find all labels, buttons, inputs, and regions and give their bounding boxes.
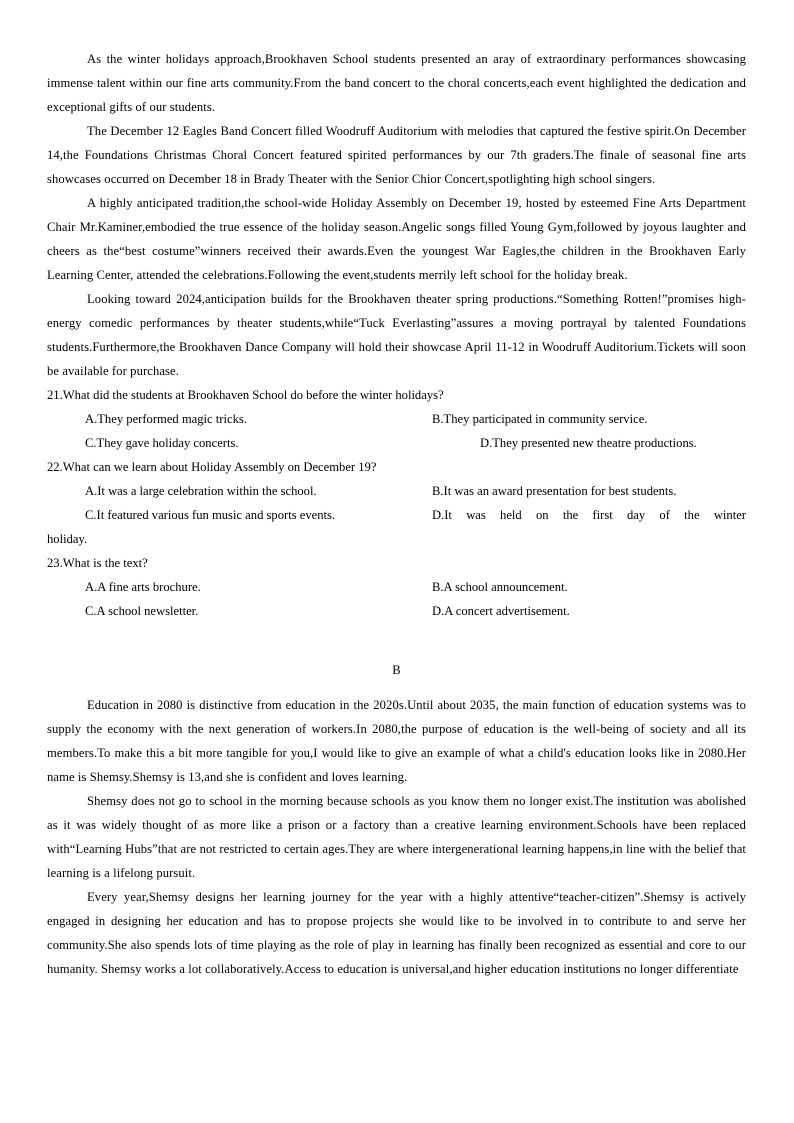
passage-a-paragraph-4: Looking toward 2024,anticipation builds for the Brookhaven theater spring productions.“Something Rotten!”promises high-energy comedic performances by theater students,while“Tuck Everlasting”assures a moving portrayal by talented Foundations students.Furthermore,the Brookhaven Dance Company will hold their showcase April 11-12 in Woodruff Auditorium.Tickets will soon be available for purchase. xyxy=(47,292,746,378)
section-b-paragraph-1: Education in 2080 is distinctive from education in the 2020s.Until about 2035, the main function of education systems was to supply the economy with the next generation of workers.In 2080,the purpose of education is the well-being of society and all its members.To make this a bit more tangible for you,I would like to give an example of what a child's education looks like in 2080.Her name is Shemsy.Shemsy is 13,and she is confident and loves learning. xyxy=(47,698,746,784)
question-23-options xyxy=(47,575,746,623)
section-b xyxy=(47,658,746,981)
section-b-label-gap xyxy=(47,682,746,693)
question-23-option-b[interactable]: B.A school announcement. xyxy=(432,580,568,594)
question-22-option-d[interactable] xyxy=(432,503,746,527)
section-b-paragraph-2: Shemsy does not go to school in the morning because schools as you know them no longer exist.The institution was abolished as it was widely thought of as more like a prison or a factory than a creative learning environment.Schools have been replaced with“Learning Hubs”that are not restricted to certain ages.They are where intergenerational learning happens,in line with the belief that learning is a lifelong pursuit. xyxy=(47,794,746,880)
question-21-option-a[interactable]: A.They performed magic tricks. xyxy=(85,412,247,426)
passage-a-paragraph-3: A highly anticipated tradition,the school-wide Holiday Assembly on December 19, hosted by esteemed Fine Arts Department Chair Mr.Kaminer,embodied the true essence of the holiday season.Angelic songs filled Young Gym,followed by joyous laughter and cheers as the“best costume”winners received their awards.Even the youngest War Eagles,the children in the Brookhaven Early Learning Center, attended the celebrations.Following the event,students merrily left school for the holiday break. xyxy=(47,196,746,282)
question-22 xyxy=(47,455,746,551)
option-row-cd xyxy=(47,503,746,527)
question-22-option-d-tail: holiday. xyxy=(47,532,88,546)
passage-a-paragraph-2: The December 12 Eagles Band Concert filled Woodruff Auditorium with melodies that captured the festive spirit.On December 14,the Foundations Christmas Choral Concert featured spirited performances by our 7th graders.The finale of seasonal fine arts showcases occurred on December 18 in Brady Theater with the Senior Chior Concert,spotlighting high school singers. xyxy=(47,124,746,186)
question-23-option-c[interactable]: C.A school newsletter. xyxy=(85,604,199,618)
option-row-ab xyxy=(47,479,746,503)
question-23-option-d[interactable]: D.A concert advertisement. xyxy=(432,604,570,618)
passage-a xyxy=(47,47,746,383)
question-23-option-a[interactable]: A.A fine arts brochure. xyxy=(85,580,201,594)
question-23-stem: 23.What is the text? xyxy=(47,556,148,570)
question-22-option-d-text: D.It was held on the first day of the winter xyxy=(432,508,746,522)
question-21 xyxy=(47,383,746,455)
section-b-label: B xyxy=(392,663,401,677)
question-21-option-b[interactable]: B.They participated in community service. xyxy=(432,412,648,426)
passage-a-paragraph-1: As the winter holidays approach,Brookhaven School students presented an aray of extraordinary performances showcasing immense talent within our fine arts community.From the band concert to the choral concerts,each event highlighted the dedication and exceptional gifts of our students. xyxy=(47,52,746,114)
question-22-option-c[interactable]: C.It featured various fun music and sports events. xyxy=(85,508,336,522)
question-22-option-a[interactable]: A.It was a large celebration within the school. xyxy=(85,484,317,498)
question-22-stem: 22.What can we learn about Holiday Assembly on December 19? xyxy=(47,460,377,474)
question-21-option-d[interactable]: D.They presented new theatre productions. xyxy=(480,436,697,450)
question-21-options xyxy=(47,407,746,455)
section-gap-half xyxy=(47,647,746,658)
option-row-ab xyxy=(47,575,746,599)
question-21-stem: 21.What did the students at Brookhaven School do before the winter holidays? xyxy=(47,388,444,402)
question-21-option-c[interactable]: C.They gave holiday concerts. xyxy=(85,436,239,450)
question-22-options xyxy=(47,479,746,551)
option-row-cd xyxy=(47,431,746,455)
section-b-paragraph-3: Every year,Shemsy designs her learning journey for the year with a highly attentive“teacher-citizen”.Shemsy is actively engaged in designing her education and has to propose projects she would like to be involved in to contribute to and serve her community.She also spends lots of time playing as the role of play in learning has finally been recognized as essential and core to our humanity. Shemsy works a lot collaboratively.Access to education is universal,and higher education institutions no longer differentiate xyxy=(47,890,746,976)
question-23 xyxy=(47,551,746,623)
question-22-option-b[interactable]: B.It was an award presentation for best students. xyxy=(432,484,677,498)
option-row-cd xyxy=(47,599,746,623)
option-row-ab xyxy=(47,407,746,431)
section-gap xyxy=(47,623,746,647)
